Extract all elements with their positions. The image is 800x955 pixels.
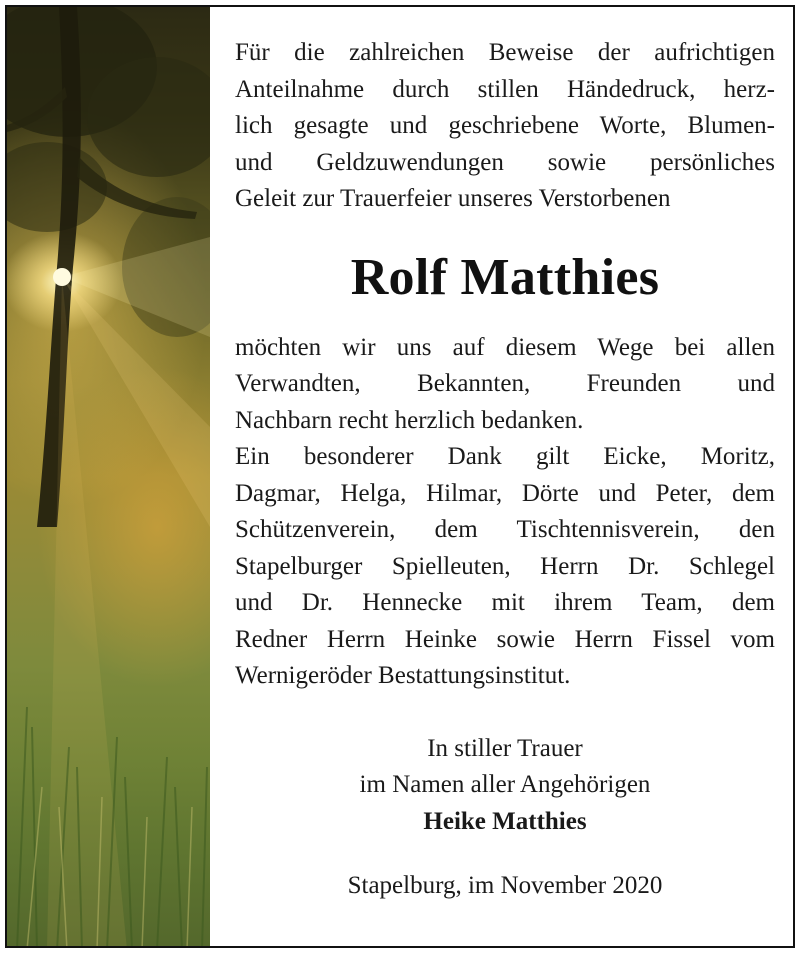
thanks-line: Wernigeröder Bestattungsinstitut. bbox=[235, 662, 571, 689]
intro-line: Geleit zur Trauerfeier unseres Verstorbenen bbox=[235, 185, 671, 212]
forest-sunlight-image bbox=[7, 7, 210, 946]
place-date bbox=[235, 868, 775, 905]
intro-line: und Geldzuwendungen sowie persönliches bbox=[235, 148, 775, 176]
tree-silhouette bbox=[7, 7, 210, 948]
thanks-line: und Dr. Hennecke mit ihrem Team, dem bbox=[235, 589, 775, 616]
thanks-line: Stapelburger Spielleuten, Herrn Dr. Schlegel bbox=[235, 552, 775, 580]
obituary-card bbox=[5, 5, 795, 948]
thanks-line: Dagmar, Helga, Hilmar, Dörte und Peter, dem bbox=[235, 479, 775, 507]
thanks-line: Schützenverein, dem Tischtennisverein, den bbox=[235, 516, 775, 543]
thanks-line: Nachbarn recht herzlich bedanken. bbox=[235, 406, 584, 434]
thanks-line: Redner Herrn Heinke sowie Herrn Fissel vom bbox=[235, 625, 775, 653]
signature: Heike Matthies bbox=[423, 807, 587, 835]
intro-line: lich gesagte und geschriebene Worte, Blumen- bbox=[235, 112, 775, 139]
intro-paragraph bbox=[235, 35, 775, 218]
thanks-line: Ein besonderer Dank gilt Eicke, Moritz, bbox=[235, 443, 775, 470]
closing-block bbox=[235, 731, 775, 841]
thanks-line: Verwandten, Bekannten, Freunden und bbox=[235, 370, 775, 397]
place-date-text: Stapelburg, im November 2020 bbox=[347, 872, 663, 899]
intro-line: Anteilnahme durch stillen Händedruck, herz- bbox=[235, 75, 775, 103]
obituary-text bbox=[235, 35, 775, 905]
deceased-name: Rolf Matthies bbox=[350, 248, 660, 306]
thanks-paragraph bbox=[235, 330, 775, 695]
closing-line-1: In stiller Trauer bbox=[427, 734, 583, 762]
intro-line: Für die zahlreichen Beweise der aufrichtigen bbox=[235, 39, 775, 66]
closing-line-2: im Namen aller Angehörigen bbox=[359, 771, 651, 798]
thanks-line: möchten wir uns auf diesem Wege bei allen bbox=[235, 333, 775, 361]
